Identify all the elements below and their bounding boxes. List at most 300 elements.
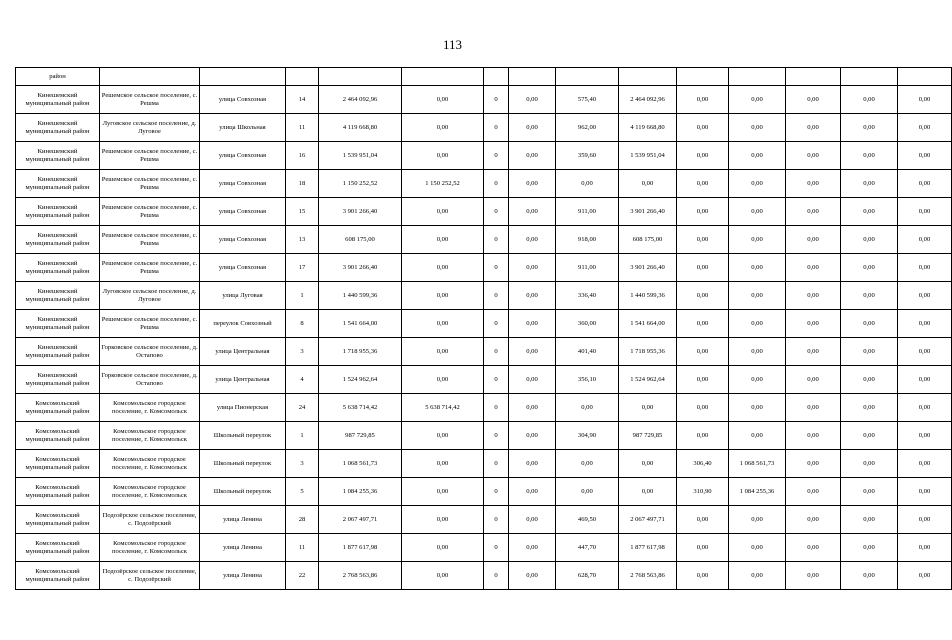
total-cost-cell: 3 901 266,40: [319, 198, 402, 226]
house-number-cell: 4: [286, 366, 319, 394]
district-cell: Комсомольский муниципальный район: [16, 422, 100, 450]
area-cell: 469,50: [556, 506, 619, 534]
cost-2-cell: 0,00: [729, 534, 786, 562]
total-cost-cell: 3 901 266,40: [319, 254, 402, 282]
house-number-cell: 28: [286, 506, 319, 534]
area-3-cell: 0,00: [786, 478, 841, 506]
cost-3-cell: 0,00: [841, 282, 898, 310]
area-2-cell: 0,00: [677, 366, 729, 394]
table-row: [16, 338, 952, 366]
cost-3-cell: 0,00: [841, 198, 898, 226]
house-number-cell: 16: [286, 142, 319, 170]
table-row: [16, 142, 952, 170]
cost-3-cell: 0,00: [841, 506, 898, 534]
area-2-cell: 0,00: [677, 254, 729, 282]
area-3-cell: 0,00: [786, 86, 841, 114]
value-cell: 0,00: [509, 562, 556, 590]
cost-2-cell: 0,00: [729, 86, 786, 114]
cost-2014-cell: 0,00: [402, 366, 484, 394]
cost-2014-cell: 0,00: [402, 422, 484, 450]
area-cell: 401,40: [556, 338, 619, 366]
area-2-cell: 0,00: [677, 394, 729, 422]
house-number-cell: 17: [286, 254, 319, 282]
district-cell: Кинешемский муниципальный район: [16, 366, 100, 394]
district-cell: Кинешемский муниципальный район: [16, 170, 100, 198]
count-cell: 0: [484, 422, 509, 450]
count-cell: 0: [484, 170, 509, 198]
street-cell: улица Ленина: [200, 534, 286, 562]
total-cost-cell: 5 638 714,42: [319, 394, 402, 422]
cost-cell: 1 539 951,04: [619, 142, 677, 170]
house-number-cell: 1: [286, 282, 319, 310]
value-cell: 0,00: [509, 198, 556, 226]
street-cell: улица Совхозная: [200, 226, 286, 254]
area-2-cell: 306,40: [677, 450, 729, 478]
cost-4-cell: 0,00: [898, 534, 952, 562]
area-3-cell: 0,00: [786, 198, 841, 226]
table-row: [16, 226, 952, 254]
value-cell: 0,00: [509, 450, 556, 478]
street-cell: улица Луговая: [200, 282, 286, 310]
table-row: [16, 114, 952, 142]
table-row: [16, 86, 952, 114]
district-cell: Комсомольский муниципальный район: [16, 506, 100, 534]
value-cell: 0,00: [509, 366, 556, 394]
empty-cell: [898, 68, 952, 86]
area-3-cell: 0,00: [786, 170, 841, 198]
cost-2014-cell: 0,00: [402, 478, 484, 506]
value-cell: 0,00: [509, 534, 556, 562]
settlement-cell: Комсомольское городское поселение, г. Комсомольск: [100, 450, 200, 478]
empty-cell: [619, 68, 677, 86]
area-3-cell: 0,00: [786, 310, 841, 338]
cost-2-cell: 0,00: [729, 506, 786, 534]
table-row: [16, 198, 952, 226]
area-2-cell: 0,00: [677, 338, 729, 366]
total-cost-cell: 1 877 617,98: [319, 534, 402, 562]
table-row: [16, 282, 952, 310]
cost-2014-cell: 0,00: [402, 226, 484, 254]
district-cell: Кинешемский муниципальный район: [16, 338, 100, 366]
empty-cell: [484, 68, 509, 86]
empty-cell: [786, 68, 841, 86]
empty-cell: [677, 68, 729, 86]
cost-4-cell: 0,00: [898, 394, 952, 422]
area-2-cell: 0,00: [677, 562, 729, 590]
value-cell: 0,00: [509, 310, 556, 338]
cost-2-cell: 0,00: [729, 170, 786, 198]
settlement-cell: Решемское сельское поселение, с. Решма: [100, 254, 200, 282]
house-number-cell: 13: [286, 226, 319, 254]
area-3-cell: 0,00: [786, 562, 841, 590]
total-cost-cell: 2 768 563,86: [319, 562, 402, 590]
cost-cell: 1 877 617,98: [619, 534, 677, 562]
cost-4-cell: 0,00: [898, 282, 952, 310]
area-3-cell: 0,00: [786, 142, 841, 170]
value-cell: 0,00: [509, 394, 556, 422]
cost-4-cell: 0,00: [898, 562, 952, 590]
cost-4-cell: 0,00: [898, 86, 952, 114]
district-cell: Кинешемский муниципальный район: [16, 114, 100, 142]
cost-2-cell: 0,00: [729, 562, 786, 590]
cost-2014-cell: 0,00: [402, 282, 484, 310]
house-number-cell: 1: [286, 422, 319, 450]
count-cell: 0: [484, 450, 509, 478]
area-2-cell: 0,00: [677, 142, 729, 170]
settlement-cell: Решемское сельское поселение, с. Решма: [100, 226, 200, 254]
settlement-cell: Решемское сельское поселение, с. Решма: [100, 142, 200, 170]
district-cell: Кинешемский муниципальный район: [16, 226, 100, 254]
empty-cell: [100, 68, 200, 86]
cost-3-cell: 0,00: [841, 450, 898, 478]
settlement-cell: Комсомольское городское поселение, г. Комсомольск: [100, 478, 200, 506]
house-number-cell: 18: [286, 170, 319, 198]
area-2-cell: 0,00: [677, 170, 729, 198]
cost-2-cell: 0,00: [729, 282, 786, 310]
table-row: [16, 366, 952, 394]
total-cost-cell: 1 084 255,36: [319, 478, 402, 506]
empty-cell: [402, 68, 484, 86]
area-3-cell: 0,00: [786, 254, 841, 282]
cost-cell: 2 464 092,96: [619, 86, 677, 114]
cost-3-cell: 0,00: [841, 226, 898, 254]
table-row: [16, 394, 952, 422]
area-3-cell: 0,00: [786, 506, 841, 534]
area-cell: 360,00: [556, 310, 619, 338]
value-cell: 0,00: [509, 338, 556, 366]
area-cell: 0,00: [556, 450, 619, 478]
cost-3-cell: 0,00: [841, 422, 898, 450]
cost-2-cell: 0,00: [729, 254, 786, 282]
count-cell: 0: [484, 366, 509, 394]
cost-2-cell: 1 084 255,36: [729, 478, 786, 506]
settlement-cell: Комсомольское городское поселение, г. Комсомольск: [100, 422, 200, 450]
cost-3-cell: 0,00: [841, 534, 898, 562]
cost-4-cell: 0,00: [898, 478, 952, 506]
district-cell: Комсомольский муниципальный район: [16, 450, 100, 478]
housing-registry-table: [15, 67, 952, 590]
value-cell: 0,00: [509, 506, 556, 534]
area-2-cell: 0,00: [677, 422, 729, 450]
cost-cell: 987 729,85: [619, 422, 677, 450]
total-cost-cell: 1 718 955,36: [319, 338, 402, 366]
cost-2-cell: 1 068 561,73: [729, 450, 786, 478]
district-cell: Комсомольский муниципальный район: [16, 562, 100, 590]
street-cell: Школьный переулок: [200, 478, 286, 506]
area-2-cell: 0,00: [677, 506, 729, 534]
table-row: [16, 506, 952, 534]
area-3-cell: 0,00: [786, 394, 841, 422]
cost-4-cell: 0,00: [898, 422, 952, 450]
settlement-cell: Луговское сельское поселение, д. Луговое: [100, 114, 200, 142]
street-cell: улица Совхозная: [200, 170, 286, 198]
count-cell: 0: [484, 310, 509, 338]
count-cell: 0: [484, 394, 509, 422]
settlement-cell: Подозёрское сельское поселение, с. Подозёрский: [100, 562, 200, 590]
area-3-cell: 0,00: [786, 450, 841, 478]
continued-row: [16, 68, 952, 86]
house-number-cell: 5: [286, 478, 319, 506]
settlement-cell: Решемское сельское поселение, с. Решма: [100, 86, 200, 114]
cost-3-cell: 0,00: [841, 310, 898, 338]
area-cell: 0,00: [556, 394, 619, 422]
settlement-cell: Горковское сельское поселение, д. Остапово: [100, 366, 200, 394]
value-cell: 0,00: [509, 86, 556, 114]
settlement-cell: Решемское сельское поселение, с. Решма: [100, 310, 200, 338]
empty-cell: [556, 68, 619, 86]
cost-cell: 0,00: [619, 170, 677, 198]
settlement-cell: Подозёрское сельское поселение, с. Подозёрский: [100, 506, 200, 534]
house-number-cell: 3: [286, 450, 319, 478]
district-cell: Кинешемский муниципальный район: [16, 310, 100, 338]
value-cell: 0,00: [509, 422, 556, 450]
cost-cell: 2 768 563,86: [619, 562, 677, 590]
cost-2014-cell: 0,00: [402, 338, 484, 366]
cost-2014-cell: 0,00: [402, 450, 484, 478]
empty-cell: [319, 68, 402, 86]
settlement-cell: Горковское сельское поселение, д. Остапово: [100, 338, 200, 366]
count-cell: 0: [484, 338, 509, 366]
cost-2014-cell: 5 638 714,42: [402, 394, 484, 422]
cost-3-cell: 0,00: [841, 254, 898, 282]
street-cell: улица Совхозная: [200, 86, 286, 114]
total-cost-cell: 1 539 951,04: [319, 142, 402, 170]
cost-3-cell: 0,00: [841, 478, 898, 506]
cost-cell: 3 901 266,40: [619, 198, 677, 226]
cost-2-cell: 0,00: [729, 114, 786, 142]
cost-4-cell: 0,00: [898, 450, 952, 478]
street-cell: улица Пионерская: [200, 394, 286, 422]
count-cell: 0: [484, 86, 509, 114]
house-number-cell: 3: [286, 338, 319, 366]
settlement-cell: Комсомольское городское поселение, г. Комсомольск: [100, 534, 200, 562]
area-2-cell: 0,00: [677, 282, 729, 310]
area-cell: 0,00: [556, 170, 619, 198]
cost-2014-cell: 0,00: [402, 506, 484, 534]
count-cell: 0: [484, 198, 509, 226]
area-cell: 911,00: [556, 198, 619, 226]
area-2-cell: 0,00: [677, 534, 729, 562]
cost-2014-cell: 1 150 252,52: [402, 170, 484, 198]
cost-3-cell: 0,00: [841, 562, 898, 590]
cost-3-cell: 0,00: [841, 366, 898, 394]
district-cell: Комсомольский муниципальный район: [16, 394, 100, 422]
table-body: [16, 68, 952, 590]
page-number: 113: [442, 37, 463, 52]
house-number-cell: 11: [286, 114, 319, 142]
table-row: [16, 254, 952, 282]
cost-2-cell: 0,00: [729, 226, 786, 254]
empty-cell: [200, 68, 286, 86]
cost-4-cell: 0,00: [898, 114, 952, 142]
count-cell: 0: [484, 114, 509, 142]
count-cell: 0: [484, 534, 509, 562]
area-cell: 359,60: [556, 142, 619, 170]
area-3-cell: 0,00: [786, 226, 841, 254]
settlement-cell: Решемское сельское поселение, с. Решма: [100, 170, 200, 198]
empty-cell: [509, 68, 556, 86]
area-cell: 962,00: [556, 114, 619, 142]
area-cell: 356,10: [556, 366, 619, 394]
cost-2-cell: 0,00: [729, 198, 786, 226]
total-cost-cell: 1 150 252,52: [319, 170, 402, 198]
cost-2-cell: 0,00: [729, 366, 786, 394]
count-cell: 0: [484, 562, 509, 590]
table-row: [16, 478, 952, 506]
cost-3-cell: 0,00: [841, 86, 898, 114]
count-cell: 0: [484, 478, 509, 506]
value-cell: 0,00: [509, 282, 556, 310]
street-cell: улица Ленина: [200, 562, 286, 590]
empty-cell: [729, 68, 786, 86]
table-row: [16, 450, 952, 478]
cost-cell: 3 901 266,40: [619, 254, 677, 282]
district-cell: Кинешемский муниципальный район: [16, 198, 100, 226]
table-row: [16, 534, 952, 562]
empty-cell: [841, 68, 898, 86]
cost-cell: 2 067 497,71: [619, 506, 677, 534]
area-3-cell: 0,00: [786, 338, 841, 366]
house-number-cell: 14: [286, 86, 319, 114]
cost-cell: 4 119 668,80: [619, 114, 677, 142]
area-3-cell: 0,00: [786, 534, 841, 562]
cost-2-cell: 0,00: [729, 338, 786, 366]
district-cell: Комсомольский муниципальный район: [16, 534, 100, 562]
cost-3-cell: 0,00: [841, 338, 898, 366]
area-cell: 918,00: [556, 226, 619, 254]
district-cell: Кинешемский муниципальный район: [16, 86, 100, 114]
cost-4-cell: 0,00: [898, 198, 952, 226]
value-cell: 0,00: [509, 478, 556, 506]
settlement-cell: Луговское сельское поселение, д. Луговое: [100, 282, 200, 310]
district-cell: Кинешемский муниципальный район: [16, 142, 100, 170]
area-3-cell: 0,00: [786, 114, 841, 142]
cost-2014-cell: 0,00: [402, 310, 484, 338]
count-cell: 0: [484, 282, 509, 310]
district-cell: Кинешемский муниципальный район: [16, 254, 100, 282]
total-cost-cell: 4 119 668,80: [319, 114, 402, 142]
cost-cell: 1 440 599,36: [619, 282, 677, 310]
street-cell: улица Совхозная: [200, 198, 286, 226]
street-cell: улица Центральная: [200, 366, 286, 394]
house-number-cell: 8: [286, 310, 319, 338]
area-cell: 0,00: [556, 478, 619, 506]
house-number-cell: 22: [286, 562, 319, 590]
cost-3-cell: 0,00: [841, 394, 898, 422]
cost-4-cell: 0,00: [898, 310, 952, 338]
cost-2014-cell: 0,00: [402, 198, 484, 226]
table-row: [16, 562, 952, 590]
cost-2-cell: 0,00: [729, 394, 786, 422]
cost-cell: 1 718 955,36: [619, 338, 677, 366]
house-number-cell: 24: [286, 394, 319, 422]
cost-cell: 1 524 962,64: [619, 366, 677, 394]
total-cost-cell: 2 464 092,96: [319, 86, 402, 114]
settlement-cell: Решемское сельское поселение, с. Решма: [100, 198, 200, 226]
cost-2014-cell: 0,00: [402, 114, 484, 142]
cost-2014-cell: 0,00: [402, 534, 484, 562]
district-cell-continued: район: [16, 68, 100, 86]
area-3-cell: 0,00: [786, 366, 841, 394]
count-cell: 0: [484, 142, 509, 170]
table-row: [16, 170, 952, 198]
cost-3-cell: 0,00: [841, 114, 898, 142]
value-cell: 0,00: [509, 142, 556, 170]
cost-cell: 0,00: [619, 394, 677, 422]
cost-cell: 0,00: [619, 478, 677, 506]
cost-4-cell: 0,00: [898, 338, 952, 366]
street-cell: улица Совхозная: [200, 254, 286, 282]
street-cell: улица Ленина: [200, 506, 286, 534]
area-cell: 575,40: [556, 86, 619, 114]
area-3-cell: 0,00: [786, 282, 841, 310]
cost-cell: 0,00: [619, 450, 677, 478]
street-cell: переулок Совхозный: [200, 310, 286, 338]
total-cost-cell: 987 729,85: [319, 422, 402, 450]
cost-3-cell: 0,00: [841, 170, 898, 198]
value-cell: 0,00: [509, 114, 556, 142]
cost-2-cell: 0,00: [729, 422, 786, 450]
count-cell: 0: [484, 226, 509, 254]
area-2-cell: 0,00: [677, 114, 729, 142]
count-cell: 0: [484, 506, 509, 534]
street-cell: Школьный переулок: [200, 450, 286, 478]
street-cell: Школьный переулок: [200, 422, 286, 450]
street-cell: улица Школьная: [200, 114, 286, 142]
area-2-cell: 310,90: [677, 478, 729, 506]
cost-2014-cell: 0,00: [402, 142, 484, 170]
district-cell: Комсомольский муниципальный район: [16, 478, 100, 506]
area-cell: 304,90: [556, 422, 619, 450]
cost-4-cell: 0,00: [898, 170, 952, 198]
total-cost-cell: 1 541 664,00: [319, 310, 402, 338]
street-cell: улица Совхозная: [200, 142, 286, 170]
district-cell: Кинешемский муниципальный район: [16, 282, 100, 310]
street-cell: улица Центральная: [200, 338, 286, 366]
count-cell: 0: [484, 254, 509, 282]
area-2-cell: 0,00: [677, 198, 729, 226]
cost-4-cell: 0,00: [898, 366, 952, 394]
area-cell: 628,70: [556, 562, 619, 590]
value-cell: 0,00: [509, 226, 556, 254]
area-3-cell: 0,00: [786, 422, 841, 450]
total-cost-cell: 1 440 599,36: [319, 282, 402, 310]
table-row: [16, 310, 952, 338]
cost-2-cell: 0,00: [729, 310, 786, 338]
cost-2014-cell: 0,00: [402, 562, 484, 590]
cost-3-cell: 0,00: [841, 142, 898, 170]
area-2-cell: 0,00: [677, 310, 729, 338]
cost-cell: 608 175,00: [619, 226, 677, 254]
table-row: [16, 422, 952, 450]
area-2-cell: 0,00: [677, 86, 729, 114]
cost-2014-cell: 0,00: [402, 254, 484, 282]
empty-cell: [286, 68, 319, 86]
area-cell: 447,70: [556, 534, 619, 562]
cost-4-cell: 0,00: [898, 142, 952, 170]
house-number-cell: 11: [286, 534, 319, 562]
area-2-cell: 0,00: [677, 226, 729, 254]
total-cost-cell: 1 068 561,73: [319, 450, 402, 478]
cost-2014-cell: 0,00: [402, 86, 484, 114]
settlement-cell: Комсомольское городское поселение, г. Комсомольск: [100, 394, 200, 422]
value-cell: 0,00: [509, 254, 556, 282]
cost-cell: 1 541 664,00: [619, 310, 677, 338]
cost-2-cell: 0,00: [729, 142, 786, 170]
total-cost-cell: 2 067 497,71: [319, 506, 402, 534]
cost-4-cell: 0,00: [898, 226, 952, 254]
house-number-cell: 15: [286, 198, 319, 226]
